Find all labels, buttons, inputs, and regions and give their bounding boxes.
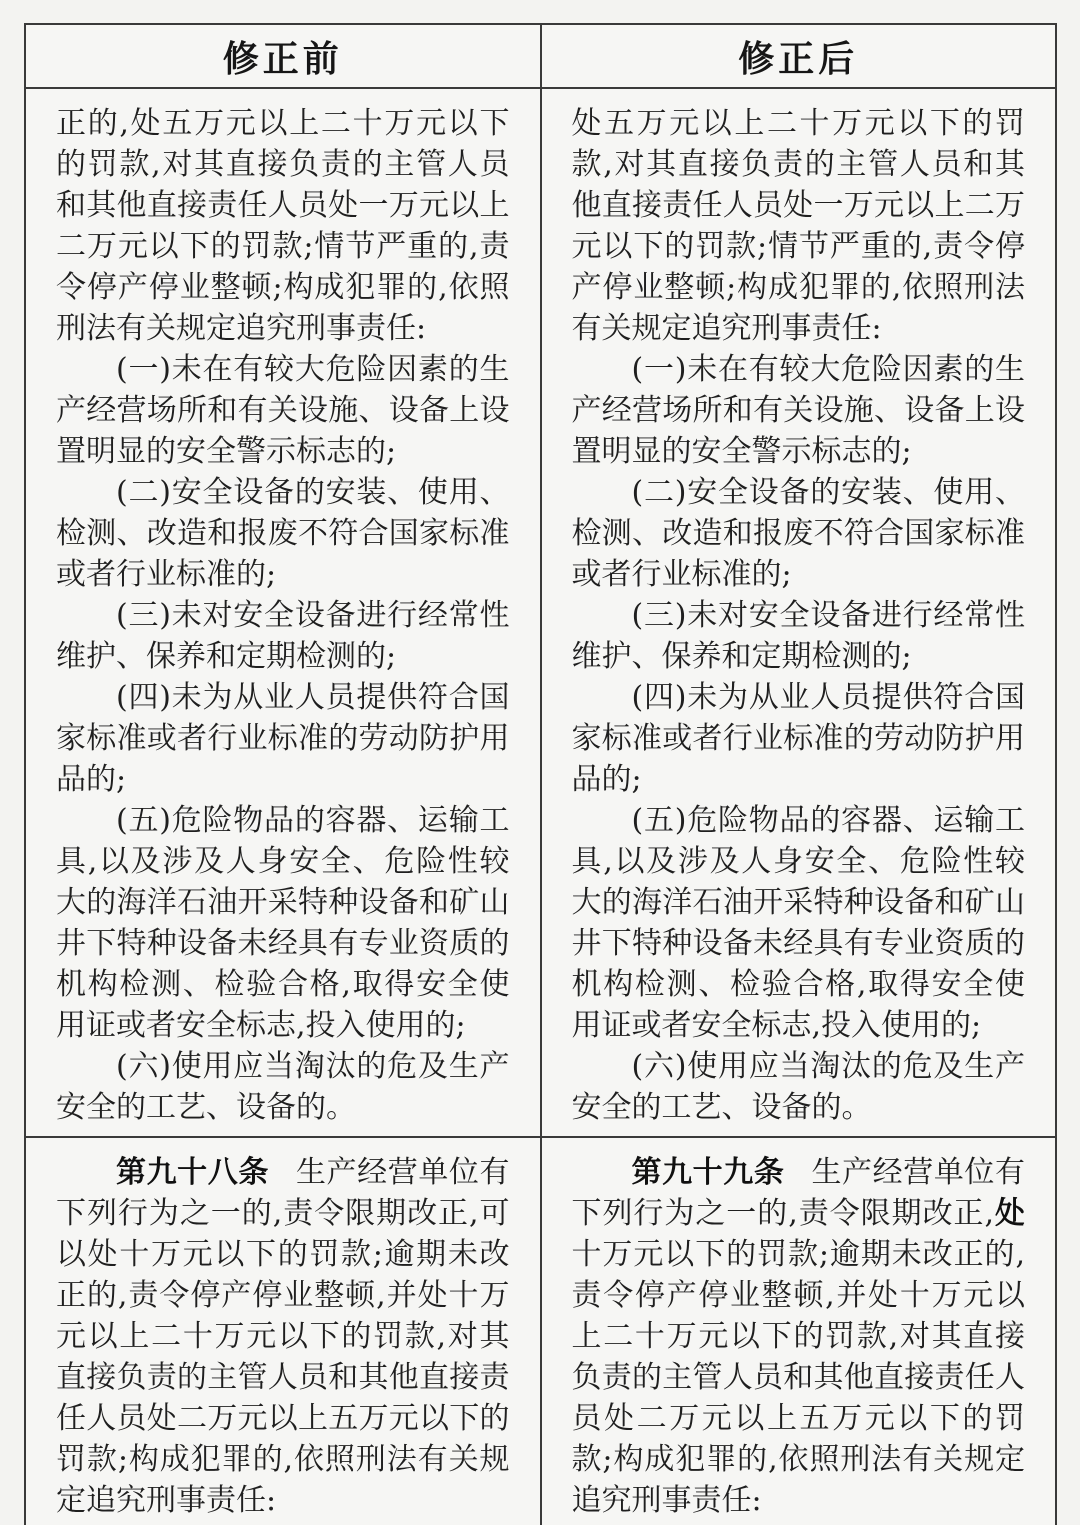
- col-header-before: 修正前: [25, 24, 541, 88]
- article-body-post: 十万元以下的罚款;逾期未改正的,责令停产停业整顿,并处十万元以上二十万元以下的罚款,对其直接负责的主管人员和其他直接责任人员处二万元以上五万元以下的罚款;构成犯罪的,依照刑法有关规定追究刑事责任:: [571, 1237, 1025, 1518]
- intro-paragraph: 正的,处五万元以上二十万元以下的罚款,对其直接负责的主管人员和其他直接责任人员处一万元以上二万元以下的罚款;情节严重的,责令停产停业整顿;构成犯罪的,依照刑法有关规定追究刑事责任:: [56, 106, 510, 346]
- item-paragraph: (一)未在有较大危险因素的生产经营场所和有关设施、设备上设置明显的安全警示标志的;: [571, 352, 1025, 469]
- item-paragraph: (三)未对安全设备进行经常性维护、保养和定期检测的;: [571, 598, 1025, 674]
- article-number: 第九十八条: [116, 1156, 269, 1189]
- before-cell-article-98: [25, 1137, 541, 1525]
- article-body: 生产经营单位有下列行为之一的,责令限期改正,可以处十万元以下的罚款;逾期未改正的,责令停产停业整顿,并处十万元以上二十万元以下的罚款,对其直接负责的主管人员和其他直接责任人员处二万元以上五万元以下的罚款;构成犯罪的,依照刑法有关规定追究刑事责任:: [56, 1155, 510, 1518]
- intro-paragraph: 处五万元以上二十万元以下的罚款,对其直接负责的主管人员和其他直接责任人员处一万元以上二万元以下的罚款;情节严重的,责令停产停业整顿;构成犯罪的,依照刑法有关规定追究刑事责任:: [571, 106, 1025, 346]
- before-cell-penalty-items: [25, 88, 541, 1137]
- after-cell-article-99: [541, 1137, 1057, 1525]
- item-paragraph: (三)未对安全设备进行经常性维护、保养和定期检测的;: [56, 598, 510, 674]
- article-body-pre: 生产经营单位有下列行为之一的,责令限期改正,: [571, 1155, 1026, 1231]
- amended-text-bold: 处: [994, 1197, 1026, 1230]
- item-paragraph: (二)安全设备的安装、使用、检测、改造和报废不符合国家标准或者行业标准的;: [571, 475, 1025, 592]
- article-paragraph: [56, 1152, 510, 1521]
- item-paragraph: (五)危险物品的容器、运输工具,以及涉及人身安全、危险性较大的海洋石油开采特种设备和矿山井下特种设备未经具有专业资质的机构检测、检验合格,取得安全使用证或者安全标志,投入使用的;: [571, 803, 1025, 1043]
- item-paragraph: (五)危险物品的容器、运输工具,以及涉及人身安全、危险性较大的海洋石油开采特种设备和矿山井下特种设备未经具有专业资质的机构检测、检验合格,取得安全使用证或者安全标志,投入使用的;: [56, 803, 510, 1043]
- item-paragraph: (二)安全设备的安装、使用、检测、改造和报废不符合国家标准或者行业标准的;: [56, 475, 510, 592]
- article-paragraph: [572, 1152, 1026, 1521]
- item-paragraph: (六)使用应当淘汰的危及生产安全的工艺、设备的。: [571, 1049, 1025, 1125]
- article-number: 第九十九条: [631, 1156, 785, 1189]
- item-paragraph: (一)未在有较大危险因素的生产经营场所和有关设施、设备上设置明显的安全警示标志的;: [56, 352, 510, 469]
- item-paragraph: (六)使用应当淘汰的危及生产安全的工艺、设备的。: [56, 1049, 510, 1125]
- after-cell-penalty-items: [541, 88, 1057, 1137]
- table-row-article-98-99: [25, 1137, 1056, 1525]
- item-paragraph: (四)未为从业人员提供符合国家标准或者行业标准的劳动防护用品的;: [571, 680, 1025, 797]
- header-row: [25, 24, 1056, 88]
- table-row-penalty-items: [25, 88, 1056, 1137]
- col-header-after: 修正后: [541, 24, 1057, 88]
- item-paragraph: (四)未为从业人员提供符合国家标准或者行业标准的劳动防护用品的;: [56, 680, 510, 797]
- amendment-comparison-table: [24, 23, 1057, 1525]
